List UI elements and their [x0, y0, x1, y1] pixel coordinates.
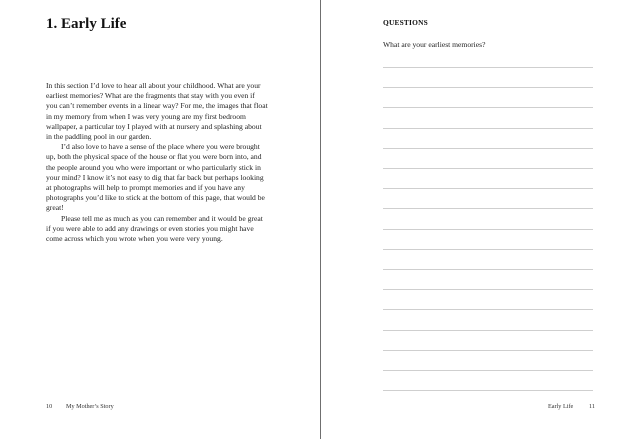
answer-line[interactable]: [383, 208, 593, 209]
running-head-book-title: My Mother’s Story: [66, 403, 114, 410]
answer-line[interactable]: [383, 269, 593, 270]
body-text: [46, 81, 268, 244]
questions-heading: QUESTIONS: [383, 18, 428, 27]
answer-line[interactable]: [383, 229, 593, 230]
answer-line[interactable]: [383, 390, 593, 391]
answer-line[interactable]: [383, 128, 593, 129]
answer-lines[interactable]: [383, 0, 593, 439]
answer-line[interactable]: [383, 168, 593, 169]
paragraph: I’d also love to have a sense of the place where you were brought up, both the physical space of the house or flat you were born into, and the people around you who were important or who particularly stick in your mind? I know it’s not easy to dig that far back but perhaps looking at photographs will help to prompt memories and if you have any photographs you’d like to stick at the bottom of this page, that would be great!: [46, 142, 265, 213]
answer-line[interactable]: [383, 107, 593, 108]
answer-line[interactable]: [383, 188, 593, 189]
answer-line[interactable]: [383, 309, 593, 310]
paragraph: Please tell me as much as you can remember and it would be great if you were able to add any drawings or even stories you might have come across which you wrote when you were very young.: [46, 213, 263, 244]
page-number-left: 10: [46, 403, 53, 410]
paragraph: In this section I’d love to hear all about your childhood. What are your earliest memories? What are the fragments that stay with you even if you can’t remember events in a linear way? For me, the images that float in my memory from when I was very young are my first bedroom wallpaper, a particular toy I played with at nursery and splashing about in the paddling pool in our garden.: [46, 81, 268, 142]
chapter-title: 1. Early Life: [46, 16, 127, 32]
running-head-chapter: Early Life: [548, 403, 574, 410]
answer-line[interactable]: [383, 370, 593, 371]
answer-line[interactable]: [383, 350, 593, 351]
answer-line[interactable]: [383, 330, 593, 331]
answer-line[interactable]: [383, 249, 593, 250]
answer-line[interactable]: [383, 87, 593, 88]
page-number-right: 11: [589, 403, 595, 410]
answer-line[interactable]: [383, 289, 593, 290]
answer-line[interactable]: [383, 148, 593, 149]
question-prompt: What are your earliest memories?: [383, 40, 486, 49]
answer-line[interactable]: [383, 67, 593, 68]
